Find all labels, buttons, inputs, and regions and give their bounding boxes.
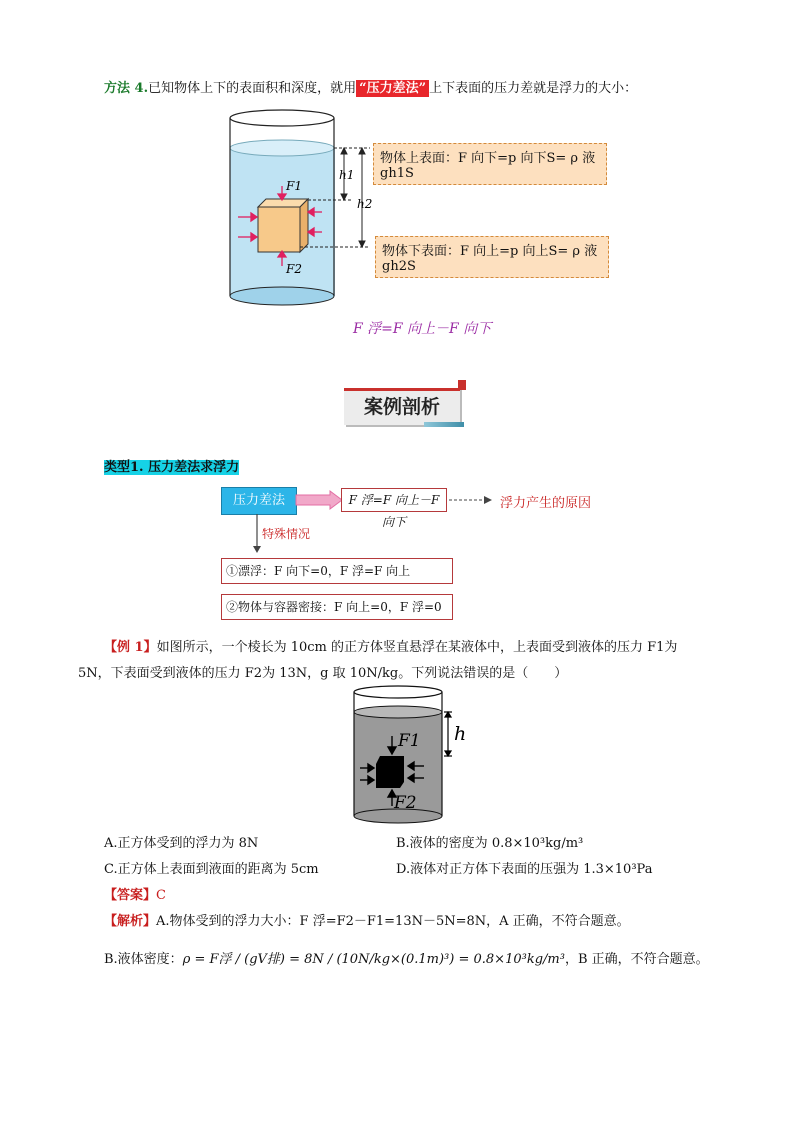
flow-case2-box: ②物体与容器密接：F 向上=0，F 浮=0 <box>221 594 453 620</box>
method4-text-pre: 已知物体上下的表面积和深度，就用 <box>148 81 357 96</box>
type1-heading <box>104 456 239 475</box>
option-b: B.液体的密度为 0.8×10³kg/m³ <box>396 836 584 851</box>
type1-title: 1. 压力差法求浮力 <box>130 460 240 475</box>
analysis-text-a: A.物体受到的浮力大小：F 浮=F2－F1=13N－5N=8N，A 正确，不符合题意。 <box>156 914 630 929</box>
f1-label: F1 <box>286 179 302 193</box>
cylinder-diagram <box>220 104 620 309</box>
example-cylinder-figure <box>348 684 478 826</box>
flow-formula-box: F 浮=F 向上－F 向下 <box>341 488 447 512</box>
analysis-b-formula: ρ = F浮 / (gV排) = 8N / (10N/kg×(0.1m)³) = 0.8×10³kg/m³ <box>182 952 565 967</box>
fig-f1-label: F1 <box>398 731 421 751</box>
bottom-surface-formula: 物体下表面：F 向上=p 向上S= ρ 液gh2S <box>375 236 609 278</box>
f2-label: F2 <box>286 262 302 276</box>
flow-case1-box: ①漂浮：F 向下=0，F 浮=F 向上 <box>221 558 453 584</box>
analysis-line-b <box>104 948 784 967</box>
top-surface-formula: 物体上表面：F 向下=p 向下S= ρ 液gh1S <box>373 143 607 185</box>
answer-tag: 【答案】 <box>104 888 157 903</box>
buoyancy-summary-formula: F 浮=F 向上－F 向下 <box>353 321 492 337</box>
option-c: C.正方体上表面到液面的距离为 5cm <box>104 862 319 877</box>
example1-line1 <box>104 636 744 655</box>
flow-cause-label: 浮力产生的原因 <box>500 496 592 511</box>
analysis-tag: 【解析】 <box>104 914 157 929</box>
flow-special-label: 特殊情况 <box>262 527 311 541</box>
fig-f2-label: F2 <box>394 793 417 813</box>
analysis-line-a <box>104 910 764 929</box>
example1-text-line1: 如图所示，一个棱长为 10cm 的正方体竖直悬浮在某液体中，上表面受到液体的压力 F1为 <box>156 640 678 655</box>
option-a: A.正方体受到的浮力为 8N <box>104 836 259 851</box>
method4-highlight: “压力差法” <box>356 80 429 97</box>
example1-tag: 【例 1】 <box>104 640 157 655</box>
fig-h-label: h <box>454 723 467 745</box>
answer-line <box>104 884 166 903</box>
flow-main-label: 压力差法 <box>232 493 285 508</box>
banner-title: 案例剖析 <box>363 396 440 418</box>
method4-line <box>104 77 784 96</box>
example1-line2: 5N，下表面受到液体的压力 F2为 13N，g 取 10N/kg。下列说法错误的是（ ） <box>78 666 568 681</box>
method4-text-post: 上下表面的压力差就是浮力的大小： <box>429 81 638 96</box>
case-analysis-banner <box>344 388 464 428</box>
answer-value: C <box>156 888 166 903</box>
type1-prefix: 类型 <box>104 460 131 475</box>
method4-label: 方法 4. <box>104 81 149 96</box>
analysis-b-suffix: ，B 正确，不符合题意。 <box>564 952 709 967</box>
option-d: D.液体对正方体下表面的压强为 1.3×10³Pa <box>396 862 653 877</box>
h1-label: h1 <box>339 168 355 182</box>
h2-label: h2 <box>357 197 373 211</box>
analysis-b-prefix: B.液体密度： <box>104 952 183 967</box>
